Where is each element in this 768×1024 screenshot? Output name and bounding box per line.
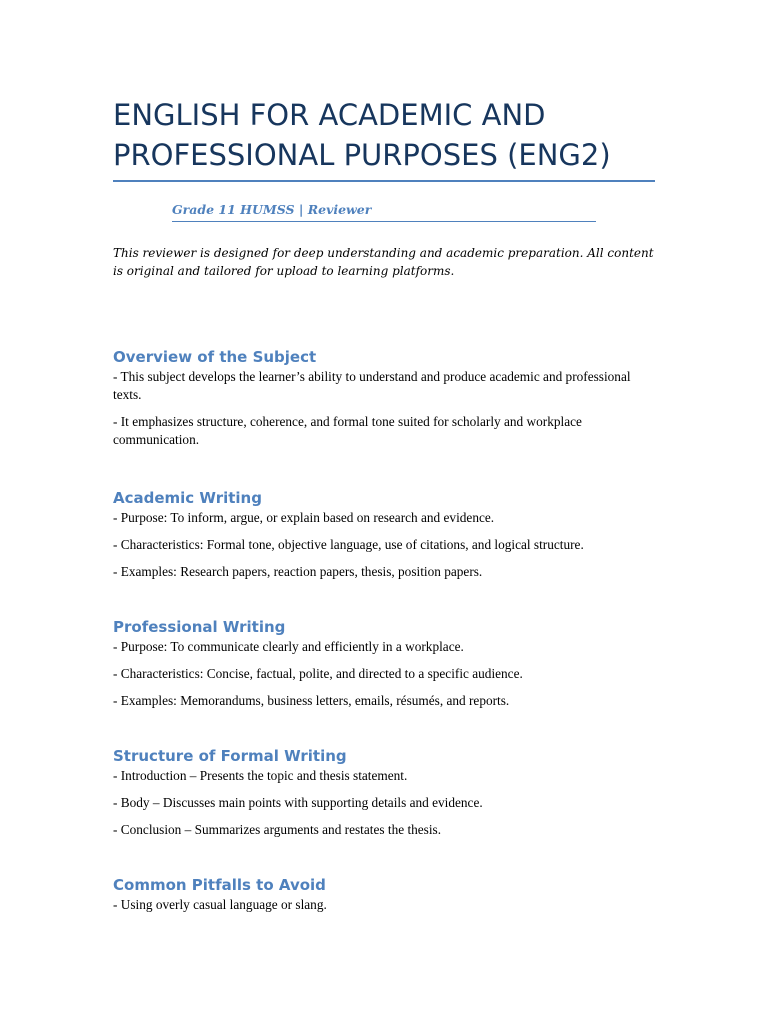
- section-overview: [113, 346, 658, 458]
- section-common-pitfalls: [113, 874, 658, 923]
- bullet-item: - This subject develops the learner’s ability to understand and produce academic and professional texts.: [113, 369, 631, 402]
- section-heading: Overview of the Subject: [113, 348, 317, 366]
- section-heading: Professional Writing: [113, 618, 286, 636]
- document-title: ENGLISH FOR ACADEMIC AND PROFESSIONAL PURPOSES (ENG2): [113, 98, 611, 172]
- bullet-item: - Purpose: To communicate clearly and efficiently in a workplace.: [113, 639, 464, 654]
- bullet-item: - It emphasizes structure, coherence, and formal tone suited for scholarly and workplace communication.: [113, 414, 582, 447]
- bullet-item: - Using overly casual language or slang.: [113, 897, 327, 912]
- section-professional-writing: [113, 616, 658, 719]
- bullet-item: - Conclusion – Summarizes arguments and restates the thesis.: [113, 822, 442, 837]
- bullet-item: - Examples: Research papers, reaction papers, thesis, position papers.: [113, 564, 483, 579]
- bullet-item: - Introduction – Presents the topic and thesis statement.: [113, 768, 408, 783]
- intro-paragraph: This reviewer is designed for deep understanding and academic preparation. All content is original and tailored for upload to learning platforms.: [113, 246, 654, 278]
- subtitle-divider: [172, 221, 596, 222]
- section-structure-formal-writing: [113, 745, 658, 848]
- section-heading: Structure of Formal Writing: [113, 747, 347, 765]
- bullet-item: - Body – Discusses main points with supporting details and evidence.: [113, 795, 483, 810]
- section-heading: Academic Writing: [113, 489, 262, 507]
- bullet-item: - Purpose: To inform, argue, or explain based on research and evidence.: [113, 510, 495, 525]
- section-academic-writing: [113, 487, 658, 590]
- bullet-item: - Characteristics: Concise, factual, polite, and directed to a specific audience.: [113, 666, 523, 681]
- document-subtitle: Grade 11 HUMSS | Reviewer: [172, 202, 372, 217]
- bullet-item: - Examples: Memorandums, business letters, emails, résumés, and reports.: [113, 693, 510, 708]
- title-divider: [113, 180, 655, 182]
- bullet-item: - Characteristics: Formal tone, objective language, use of citations, and logical structure.: [113, 537, 584, 552]
- section-heading: Common Pitfalls to Avoid: [113, 876, 326, 894]
